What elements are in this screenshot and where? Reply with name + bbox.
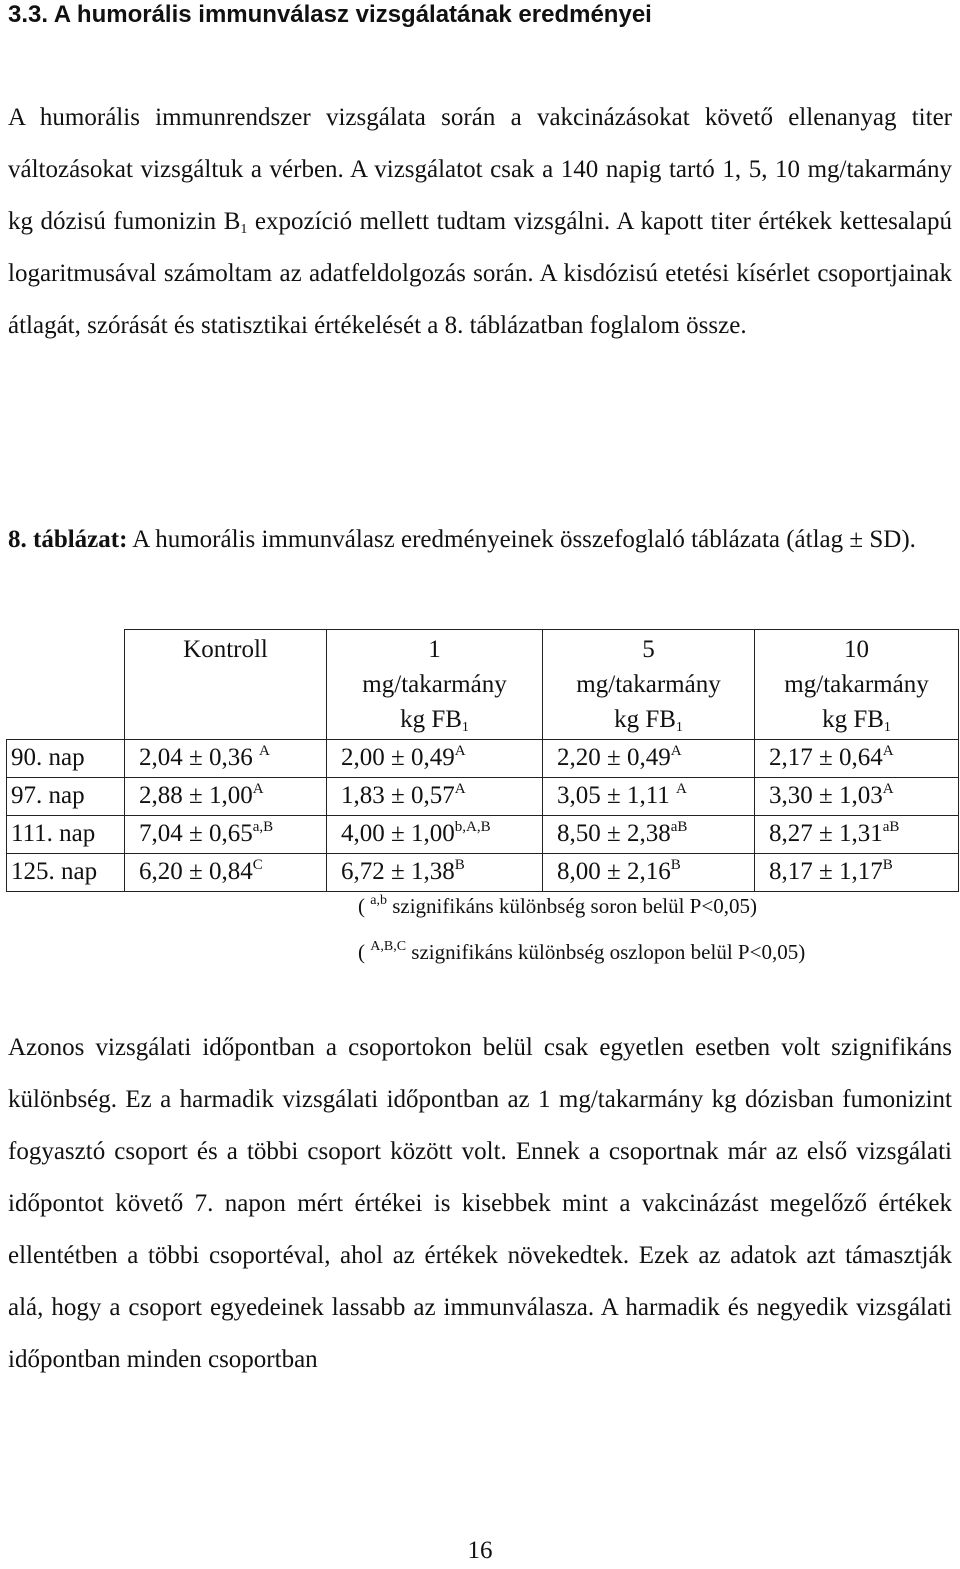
significance-mark: a,B: [252, 819, 274, 835]
significance-mark: A: [676, 781, 687, 797]
intro-text-part2: expozíció mellett tudtam vizsgálni. A kapott titer értékek kettesalapú logaritmusával számoltam az adatfeldolgozás során. A kisdózisú etetési kísérlet csoportjainak átlagát, szórását és statisztikai értékelését a 8. táblázatban foglalom össze.: [8, 208, 952, 339]
footnote: [358, 929, 805, 975]
column-header-line-unit: [331, 702, 538, 737]
table-cell: [543, 778, 755, 816]
cell-value: 7,04 ± 0,65: [139, 820, 253, 847]
cell-value: 2,88 ± 1,00: [139, 782, 253, 809]
significance-mark: aB: [882, 819, 900, 835]
cell-value: 8,17 ± 1,17: [769, 858, 883, 885]
table-cell: [125, 816, 327, 854]
column-header-dose-10: [755, 630, 959, 740]
cell-value: 2,20 ± 0,49: [557, 744, 671, 771]
column-header-line: 1: [428, 636, 441, 663]
cell-value: 2,04 ± 0,36: [139, 744, 259, 771]
table-cell: [755, 740, 959, 778]
table-cell: [125, 854, 327, 892]
cell-value: 4,00 ± 1,00: [341, 820, 455, 847]
table-cell: [327, 816, 543, 854]
table-footnotes: [358, 883, 805, 975]
column-header-dose-5: [543, 630, 755, 740]
table-cell: [543, 740, 755, 778]
footnote-text: szignifikáns különbség oszlopon belül P<0,05): [406, 940, 806, 964]
table-cell: [755, 816, 959, 854]
significance-mark: C: [252, 857, 263, 873]
intro-subscript: 1: [240, 222, 248, 237]
cell-value: 3,05 ± 1,11: [557, 782, 677, 809]
cell-value: 1,83 ± 0,57: [341, 782, 455, 809]
column-header-line: Kontroll: [183, 636, 268, 663]
table-header-row: [7, 630, 959, 740]
table-cell: [543, 816, 755, 854]
significance-mark: A: [454, 781, 466, 797]
table-cell: [755, 778, 959, 816]
table-row: [7, 816, 959, 854]
cell-value: 8,00 ± 2,16: [557, 858, 671, 885]
table-caption-label: 8. táblázat:: [8, 526, 128, 553]
table-cell: [327, 778, 543, 816]
significance-mark: A: [258, 743, 270, 759]
significance-mark: A: [882, 743, 894, 759]
table-cell: [327, 740, 543, 778]
table-caption: [8, 512, 952, 567]
significance-mark: A: [882, 781, 894, 797]
significance-mark: aB: [670, 819, 688, 835]
footnote-mark: a,b: [370, 893, 387, 908]
footnote: [358, 883, 805, 929]
results-table: [6, 629, 959, 892]
footnote-open: (: [358, 940, 371, 964]
column-header-unit-text: kg FB: [822, 706, 884, 733]
row-label: 125. nap: [7, 854, 125, 892]
footnote-open: (: [358, 894, 371, 918]
table-corner-cell: [7, 630, 125, 740]
intro-paragraph: [8, 92, 952, 352]
table-cell: [125, 778, 327, 816]
column-header-line: mg/takarmány: [362, 671, 507, 698]
column-header-unit-text: kg FB: [614, 706, 676, 733]
significance-mark: A: [454, 743, 466, 759]
column-header-unit-text: kg FB: [400, 706, 462, 733]
significance-mark: B: [454, 857, 465, 873]
page-number: 16: [467, 1537, 493, 1564]
significance-mark: b,A,B: [454, 819, 491, 835]
footnote-mark: A,B,C: [370, 939, 407, 954]
intro-text-part1: A humorális immunrendszer vizsgálata során a vakcinázásokat követő ellenanyag titer változásokat vizsgáltuk a vérben. A vizsgálatot csak a 140 napig tartó 1, 5, 10 mg/takarmány kg dózisú fumonizin B: [8, 104, 952, 235]
cell-value: 6,20 ± 0,84: [139, 858, 253, 885]
table-cell: [125, 740, 327, 778]
column-header-subscript: 1: [883, 720, 891, 735]
column-header-dose-1: [327, 630, 543, 740]
table-row: [7, 740, 959, 778]
cell-value: 2,00 ± 0,49: [341, 744, 455, 771]
significance-mark: B: [670, 857, 681, 873]
cell-value: 2,17 ± 0,64: [769, 744, 883, 771]
significance-mark: A: [252, 781, 264, 797]
column-header-line-unit: [759, 702, 954, 737]
significance-mark: B: [882, 857, 893, 873]
cell-value: 6,72 ± 1,38: [341, 858, 455, 885]
column-header-line: mg/takarmány: [576, 671, 721, 698]
column-header-kontroll: [125, 630, 327, 740]
discussion-paragraph: Azonos vizsgálati időpontban a csoportokon belül csak egyetlen esetben volt szignifikáns különbség. Ez a harmadik vizsgálati időpontban az 1 mg/takarmány kg dózisban fumonizint fogyasztó csoport és a többi csoport között volt. Ennek a csoportnak már az első vizsgálati időpontot követő 7. napon mért értékei is kisebbek mint a vakcinázást megelőző értékek ellentétben a többi csoportéval, ahol az értékek növekedtek. Ezek az adatok azt támasztják alá, hogy a csoport egyedeinek lassabb az immunválasza. A harmadik és negyedik vizsgálati időpontban minden csoportban: [8, 1034, 952, 1373]
column-header-line: 5: [642, 636, 655, 663]
significance-mark: A: [670, 743, 682, 759]
column-header-subscript: 1: [675, 720, 683, 735]
column-header-line: mg/takarmány: [784, 671, 929, 698]
footnote-text: szignifikáns különbség soron belül P<0,05): [386, 894, 757, 918]
table-caption-text: A humorális immunválasz eredményeinek összefoglaló táblázata (átlag ± SD).: [127, 526, 916, 553]
column-header-line: 10: [844, 636, 869, 663]
cell-value: 8,50 ± 2,38: [557, 820, 671, 847]
table-row: [7, 778, 959, 816]
cell-value: 3,30 ± 1,03: [769, 782, 883, 809]
column-header-subscript: 1: [461, 720, 469, 735]
row-label: 111. nap: [7, 816, 125, 854]
section-heading: 3.3. A humorális immunválasz vizsgálatának eredményei: [8, 1, 652, 28]
cell-value: 8,27 ± 1,31: [769, 820, 883, 847]
row-label: 90. nap: [7, 740, 125, 778]
row-label: 97. nap: [7, 778, 125, 816]
column-header-line-unit: [547, 702, 750, 737]
